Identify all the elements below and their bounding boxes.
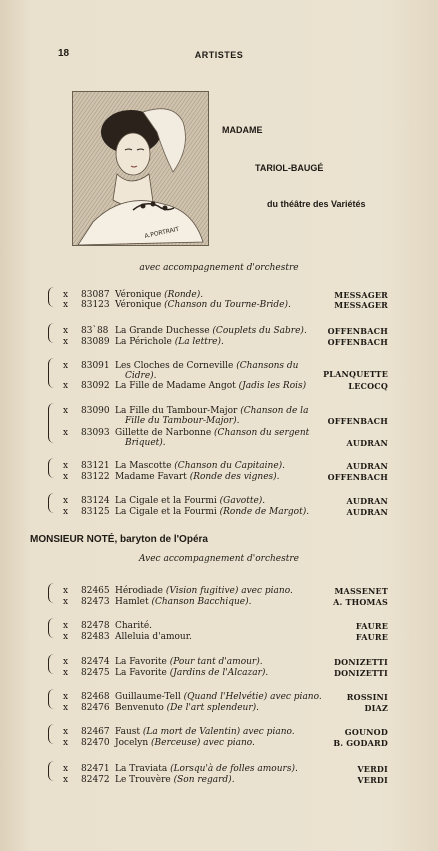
group-brace [48,358,57,388]
group-brace [48,287,57,307]
record-marker: x [63,381,69,391]
group-brace [48,403,57,443]
artist1-theatre: du théâtre des Variétés [267,199,366,209]
record-number: 82468 [81,692,110,702]
record-composer: PLANQUETTE [323,369,388,379]
record-title: La Fille de Madame Angot (Jadis les Rois) [115,381,307,391]
record-number: 83093 [81,428,110,438]
record-title: Hamlet (Chanson Bacchique). [115,597,252,607]
group-brace [48,458,57,478]
record-title: Véronique (Chanson du Tourne-Bride). [115,300,291,310]
record-composer: AUDRAN [346,496,388,506]
record-composer: FAURE [355,621,388,631]
record-composer: MESSAGER [334,300,388,310]
record-number: 83121 [81,461,110,471]
record-marker: x [63,597,69,607]
record-title: Jocelyn (Berceuse) avec piano. [115,738,255,748]
artist2-heading: MONSIEUR NOTÉ, baryton de l'Opéra [30,534,208,545]
record-number: 83091 [81,361,110,371]
record-marker: x [63,507,69,517]
record-composer: DIAZ [364,703,388,713]
record-composer: FAURE [355,632,388,642]
record-number: 82471 [81,764,110,774]
record-title: Véronique (Ronde). [115,290,204,300]
record-number: 82476 [81,703,110,713]
artist2-accompaniment: Avec accompagnement d'orchestre [139,554,299,564]
record-number: 83`88 [81,326,109,336]
record-composer: AUDRAN [346,461,388,471]
record-title: La Cigale et la Fourmi (Ronde de Margot). [115,507,310,517]
record-marker: x [63,703,69,713]
record-title: Benvenuto (De l'art splendeur). [115,703,260,713]
record-title: La Périchole (La lettre). [115,337,224,347]
artist1-title: MADAME [222,125,263,135]
record-number: 83089 [81,337,110,347]
record-composer: OFFENBACH [327,416,388,426]
group-brace [48,323,57,343]
record-marker: x [63,290,69,300]
record-title: La Traviata (Lorsqu'à de folles amours). [115,764,298,774]
portrait-signature: A.PORTRAIT [143,225,180,240]
record-marker: x [63,406,69,416]
group-brace [48,761,57,781]
record-title: La Grande Duchesse (Couplets du Sabre). [115,326,307,336]
record-marker: x [63,461,69,471]
record-composer: DONIZETTI [333,657,388,667]
record-composer: OFFENBACH [327,337,388,347]
record-marker: x [63,692,69,702]
record-marker: x [63,586,69,596]
group-brace [48,493,57,513]
record-number: 83092 [81,381,110,391]
record-number: 82470 [81,738,110,748]
record-composer: OFFENBACH [327,472,388,482]
page-number: 18 [58,48,70,59]
record-marker: x [63,738,69,748]
record-title: La Favorite (Pour tant d'amour). [115,657,263,667]
record-number: 83090 [81,406,110,416]
record-marker: x [63,472,69,482]
record-title: La Fille du Tambour-Major (Chanson de la Fille du Tambour-Major). [115,406,309,426]
group-brace [48,583,57,603]
record-composer: MESSAGER [334,290,388,300]
record-number: 82474 [81,657,110,667]
portrait-engraving [72,91,209,246]
record-marker: x [63,361,69,371]
record-composer: LECOCQ [348,381,388,391]
record-title: Alleluia d'amour. [115,632,192,642]
record-marker: x [63,496,69,506]
record-marker: x [63,764,69,774]
record-number: 82472 [81,775,110,785]
record-title: Les Cloches de Corneville (Chansons du Cidre). [115,361,299,381]
record-number: 82475 [81,668,110,678]
record-composer: AUDRAN [346,507,388,517]
record-title: Faust (La mort de Valentin) avec piano. [115,727,295,737]
artist1-accompaniment: avec accompagnement d'orchestre [139,263,299,273]
group-brace [48,724,57,744]
page-header-title: ARTISTES [194,50,244,60]
record-marker: x [63,326,69,336]
record-marker: x [63,668,69,678]
record-number: 83122 [81,472,110,482]
record-number: 83125 [81,507,110,517]
record-composer: A. THOMAS [333,597,388,607]
portrait-illustration [73,92,208,245]
record-number: 82478 [81,621,110,631]
record-title: Guillaume-Tell (Quand l'Helvétie) avec piano. [115,692,322,702]
record-title: Hérodiade (Vision fugitive) avec piano. [115,586,293,596]
record-number: 83124 [81,496,110,506]
record-number: 83087 [81,290,110,300]
group-brace [48,689,57,709]
record-number: 82465 [81,586,110,596]
record-title: La Mascotte (Chanson du Capitaine). [115,461,286,471]
record-composer: AUDRAN [346,438,388,448]
group-brace [48,654,57,674]
record-number: 83123 [81,300,110,310]
record-marker: x [63,657,69,667]
record-composer: ROSSINI [346,692,388,702]
record-composer: OFFENBACH [327,326,388,336]
record-composer: GOUNOD [344,727,388,737]
record-title: Gillette de Narbonne (Chanson du sergent Briquet). [115,428,310,448]
record-number: 82467 [81,727,110,737]
record-marker: x [63,632,69,642]
record-title: Madame Favart (Ronde des vignes). [115,472,280,482]
group-brace [48,618,57,638]
record-marker: x [63,337,69,347]
record-composer: B. GODARD [333,738,388,748]
record-composer: MASSENET [334,586,388,596]
record-title: Le Trouvère (Son regard). [115,775,235,785]
record-number: 82473 [81,597,110,607]
record-marker: x [63,428,69,438]
record-composer: DONIZETTI [333,668,388,678]
record-composer: VERDI [357,775,388,785]
record-title: La Favorite (Jardins de l'Alcazar). [115,668,269,678]
record-title: Charité. [115,621,153,631]
record-composer: VERDI [357,764,388,774]
artist1-name: TARIOL-BAUGÉ [255,163,324,173]
record-marker: x [63,300,69,310]
record-number: 82483 [81,632,110,642]
record-marker: x [63,621,69,631]
record-marker: x [63,775,69,785]
record-marker: x [63,727,69,737]
record-title: La Cigale et la Fourmi (Gavotte). [115,496,266,506]
